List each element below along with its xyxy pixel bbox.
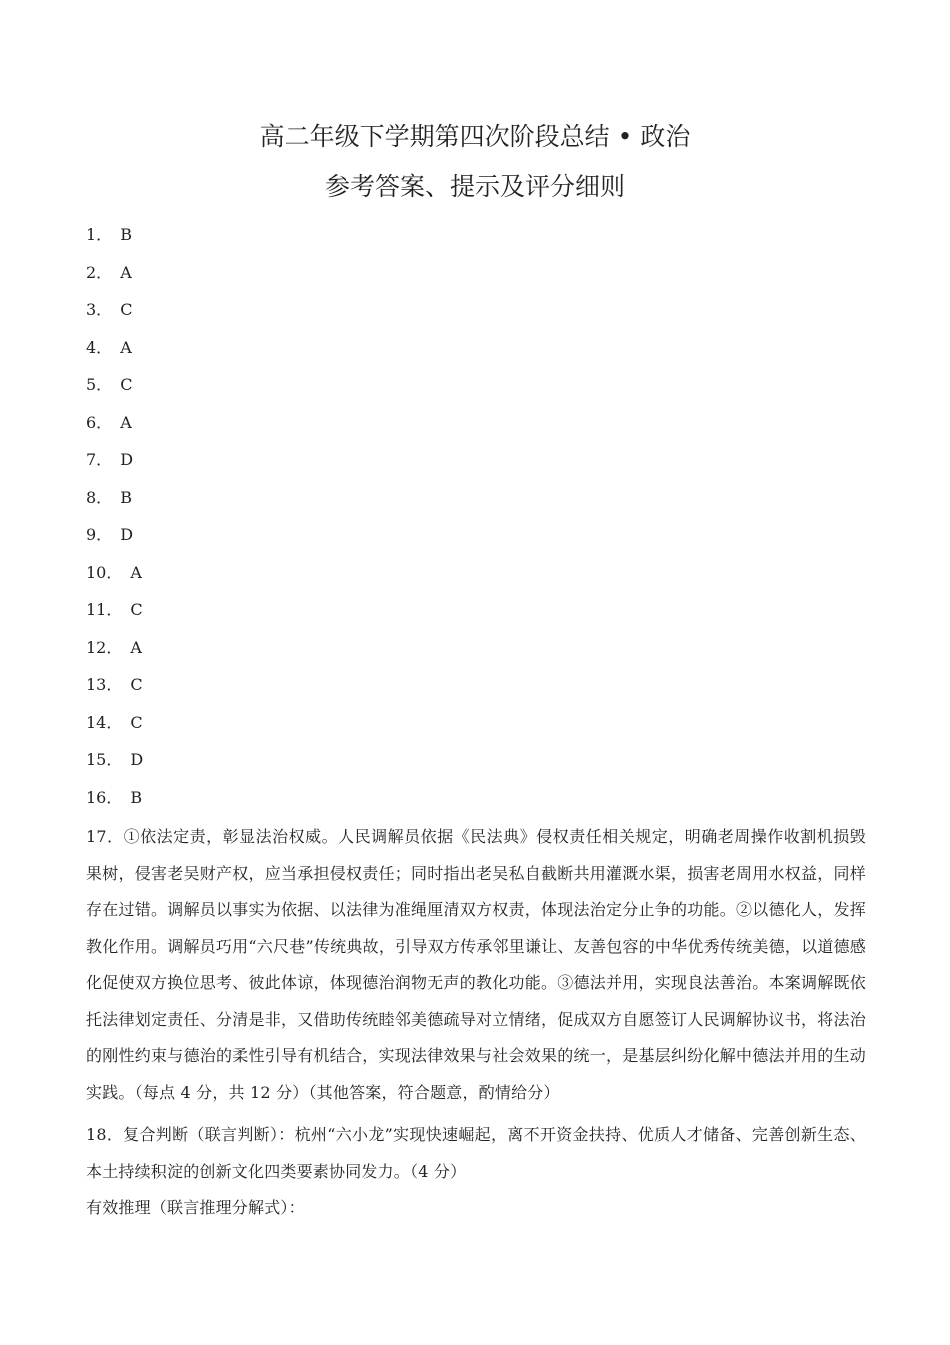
answer-item bbox=[86, 747, 143, 785]
answer-item bbox=[86, 635, 143, 673]
answer-letter: B bbox=[130, 787, 143, 807]
question-18-reasoning-label: 有效推理（联言推理分解式）： bbox=[86, 1198, 305, 1217]
answer-item bbox=[86, 560, 143, 598]
page-subtitle: 参考答案、提示及评分细则 bbox=[324, 172, 625, 201]
question-number: 9． bbox=[86, 525, 113, 544]
answer-letter: C bbox=[120, 375, 133, 394]
question-number: 10． bbox=[86, 562, 123, 582]
answer-letter: C bbox=[130, 675, 143, 694]
question-number: 2． bbox=[86, 262, 113, 282]
answer-letter: C bbox=[130, 600, 143, 619]
answer-letter: A bbox=[120, 337, 132, 357]
answer-letter: D bbox=[120, 525, 134, 544]
question-18-answer: 18．复合判断（联言判断）：杭州“六小龙”实现快速崛起，离不开资金扶持、优质人才储备、完善创新生态、本土持续积淀的创新文化四类要素协同发力。（4 分） bbox=[86, 1125, 866, 1181]
answer-item bbox=[86, 672, 143, 710]
question-number: 3． bbox=[86, 300, 113, 319]
answer-item bbox=[86, 222, 143, 260]
question-number: 4． bbox=[86, 337, 113, 357]
multiple-choice-answers bbox=[86, 222, 143, 822]
answer-item bbox=[86, 447, 143, 485]
answer-letter: A bbox=[130, 637, 142, 657]
answer-item bbox=[86, 710, 143, 748]
question-17-answer: 17．①依法定责，彰显法治权威。人民调解员依据《民法典》侵权责任相关规定，明确老周操作收割机损毁果树，侵害老吴财产权，应当承担侵权责任；同时指出老吴私自截断共用灌溉水渠，损害老周用水权益，同样存在过错。调解员以事实为依据、以法律为准绳厘清双方权责，体现法治定分止争的功能。②以德化人，发挥教化作用。调解员巧用“六尺巷”传统典故，引导双方传承邻里谦让、友善包容的中华优秀传统美德，以道德感化促使双方换位思考、彼此体谅，体现德治润物无声的教化功能。③德法并用，实现良法善治。本案调解既依托法律划定责任、分清是非，又借助传统睦邻美德疏导对立情绪，促成双方自愿签订人民调解协议书，将法治的刚性约束与德治的柔性引导有机结合，实现法律效果与社会效果的统一，是基层纠纷化解中德法并用的生动实践。（每点 4 分，共 12 分）（其他答案，符合题意，酌情给分） bbox=[86, 827, 866, 1102]
answer-letter: A bbox=[120, 262, 132, 282]
question-number: 6． bbox=[86, 412, 113, 432]
question-number: 16． bbox=[86, 787, 123, 807]
page-title: 高二年级下学期第四次阶段总结 • 政治 bbox=[259, 122, 691, 151]
answer-item bbox=[86, 335, 143, 373]
question-number: 5． bbox=[86, 375, 113, 394]
answer-letter: A bbox=[120, 412, 132, 432]
question-number: 13． bbox=[86, 675, 123, 694]
answer-letter: D bbox=[130, 750, 144, 769]
question-number: 7． bbox=[86, 450, 113, 469]
question-number: 12． bbox=[86, 637, 123, 657]
answer-letter: C bbox=[120, 300, 133, 319]
answer-letter: D bbox=[120, 450, 134, 469]
answer-item bbox=[86, 297, 143, 335]
question-number: 15． bbox=[86, 750, 123, 769]
answer-letter: C bbox=[130, 712, 143, 732]
question-number: 1． bbox=[86, 225, 113, 244]
question-number: 8． bbox=[86, 487, 113, 507]
answer-letter: B bbox=[120, 225, 132, 244]
question-number: 11． bbox=[86, 600, 123, 619]
answer-item bbox=[86, 485, 143, 523]
answer-item bbox=[86, 372, 143, 410]
question-number: 14． bbox=[86, 712, 123, 732]
answer-item bbox=[86, 522, 143, 560]
answer-item bbox=[86, 410, 143, 448]
answer-item bbox=[86, 260, 143, 298]
answer-letter: B bbox=[120, 487, 132, 507]
answer-item bbox=[86, 597, 143, 635]
answer-item bbox=[86, 785, 143, 823]
answer-letter: A bbox=[130, 562, 142, 582]
